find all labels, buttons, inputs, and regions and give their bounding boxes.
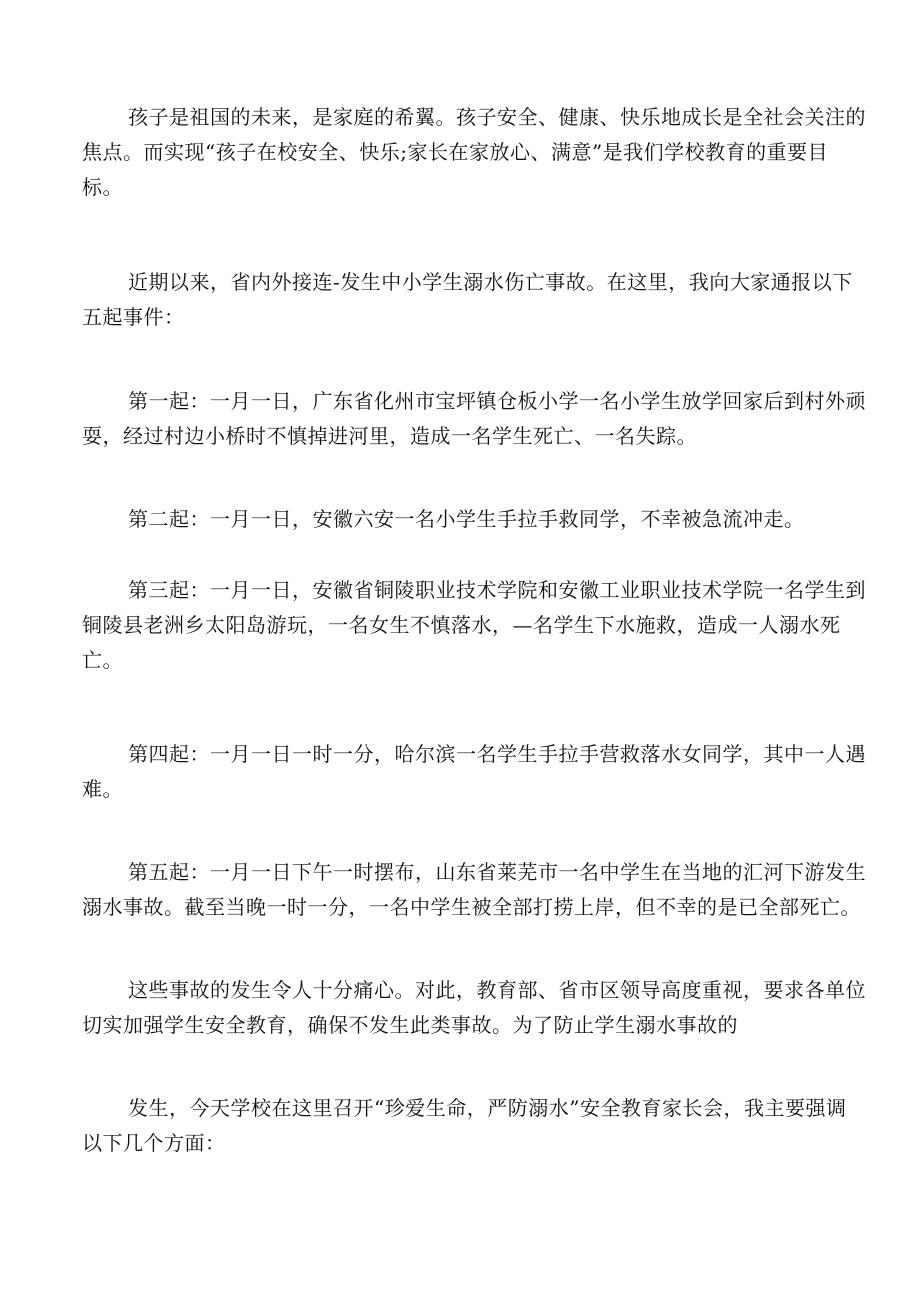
paragraph-incident-5 <box>82 855 866 925</box>
paragraph-line: 近期以来，省内外接连-发生中小学生溺水伤亡事故。在这里，我向大家通报以下 <box>128 270 853 294</box>
paragraph-incident-2 <box>82 502 852 537</box>
paragraph-line: 切实加强学生安全教育，确保不发生此类事故。为了防止学生溺水事故的 <box>82 1013 738 1037</box>
paragraph-line: 难。 <box>82 777 123 801</box>
paragraph-line: 标。 <box>82 175 123 199</box>
paragraph-line: 第三起：一月一日，安徽省铜陵职业技术学院和安徽工业职业技术学院一名学生到 <box>128 578 866 602</box>
paragraph-line: 以下几个方面： <box>82 1131 226 1155</box>
paragraph-response <box>82 973 866 1043</box>
paragraph-line: 第四起：一月一日一时一分，哈尔滨一名学生手拉手营救落水女同学，其中一人遇 <box>128 742 866 766</box>
paragraph-line: 溺水事故。截至当晚一时一分，一名中学生被全部打捞上岸，但不幸的是已全部死亡。 <box>82 895 861 919</box>
paragraph-line: 这些事故的发生令人十分痛心。对此，教育部、省市区领导高度重视，要求各单位 <box>128 978 866 1002</box>
paragraph-line: 发生，今天学校在这里召开“珍爱生命，严防溺水”安全教育家长会，我主要强调 <box>128 1096 847 1120</box>
paragraph-line: 焦点。而实现“孩子在校安全、快乐;家长在家放心、满意”是我们学校教育的重要目 <box>82 140 829 164</box>
paragraph-incident-4 <box>82 737 866 807</box>
paragraph-incident-1 <box>82 384 866 454</box>
paragraph-line: 亡。 <box>82 648 123 672</box>
paragraph-line: 孩子是祖国的未来，是家庭的希翼。孩子安全、健康、快乐地成长是全社会关注的 <box>128 105 866 129</box>
paragraph-line: 第五起：一月一日下午一时摆布，山东省莱芜市一名中学生在当地的汇河下游发生 <box>128 860 866 884</box>
paragraph-line: 耍，经过村边小桥时不慎掉进河里，造成一名学生死亡、一名失踪。 <box>82 424 697 448</box>
paragraph-intro <box>82 100 866 205</box>
paragraph-line: 第一起：一月一日，广东省化州市宝坪镇仓板小学一名小学生放学回家后到村外顽 <box>128 389 866 413</box>
paragraph-meeting-purpose <box>82 1091 852 1161</box>
paragraph-incident-3 <box>82 573 866 678</box>
paragraph-recent-accidents <box>82 265 852 335</box>
paragraph-line: 第二起：一月一日，安徽六安一名小学生手拉手救同学，不幸被急流冲走。 <box>128 507 805 531</box>
paragraph-line: 铜陵县老洲乡太阳岛游玩，一名女生不慎落水，—名学生下水施救，造成一人溺水死 <box>82 613 841 637</box>
paragraph-line: 五起事件： <box>82 305 185 329</box>
